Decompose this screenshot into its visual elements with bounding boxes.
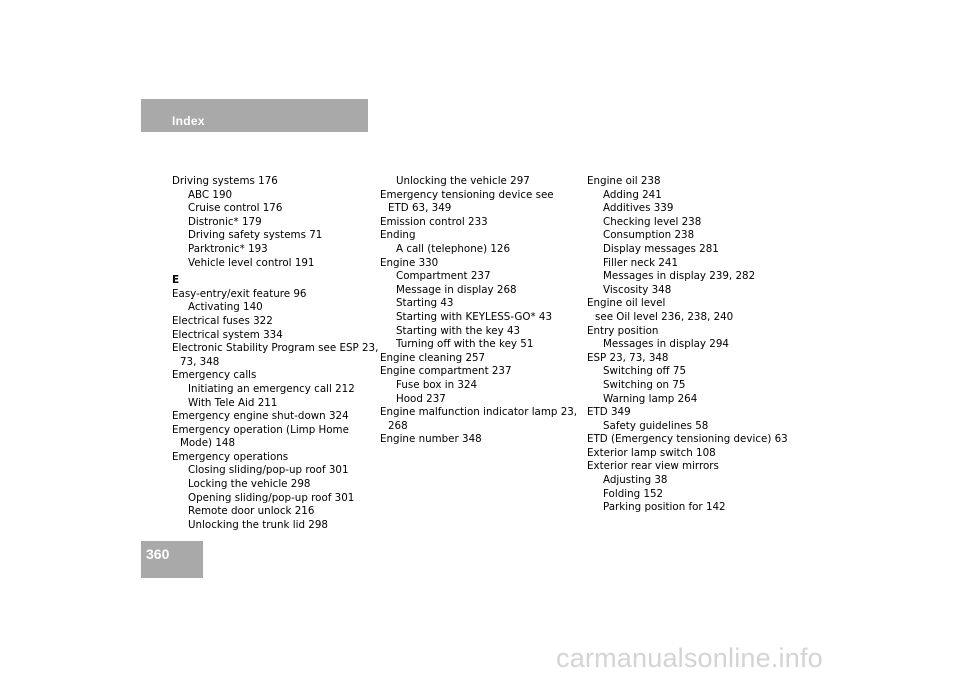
index-entry: ETD 349	[587, 406, 631, 419]
page-number: 360	[146, 546, 170, 562]
index-entry-continuation: 268	[388, 419, 408, 432]
index-entry: Engine oil 238	[587, 175, 661, 187]
index-subentry: Vehicle level control 191	[188, 256, 315, 269]
index-subentry: Starting 43	[396, 297, 454, 310]
index-subentry: Activating 140	[188, 301, 263, 314]
index-entry: Engine compartment 237	[380, 365, 512, 378]
index-subentry: Filler neck 241	[603, 256, 679, 269]
index-subentry: Switching off 75	[603, 365, 687, 378]
index-entry-continuation: Mode) 148	[180, 437, 235, 450]
index-column-2	[380, 175, 580, 447]
index-entry: Emergency operation (Limp Home	[172, 423, 349, 436]
index-subentry: Folding 152	[603, 487, 664, 500]
index-entry: Emission control 233	[380, 215, 488, 228]
index-subentry: Starting with the key 43	[396, 324, 521, 337]
index-entry: Electronic Stability Program see ESP 23,	[172, 342, 379, 355]
index-subentry: Starting with KEYLESS-GO* 43	[396, 310, 553, 323]
index-entry-continuation: ETD 63, 349	[388, 202, 452, 215]
index-letter-heading: E	[172, 274, 180, 287]
index-subentry: Consumption 238	[603, 229, 695, 242]
section-title: Index	[172, 114, 205, 128]
index-subentry: Remote door unlock 216	[188, 505, 315, 518]
section-header-tab	[141, 99, 368, 132]
index-subentry: Warning lamp 264	[603, 392, 698, 405]
index-subentry: Checking level 238	[603, 215, 702, 228]
index-subentry: Turning off with the key 51	[396, 338, 534, 351]
index-subentry: Parktronic* 193	[188, 242, 268, 255]
index-subentry: Distronic* 179	[188, 215, 262, 228]
index-entry: Engine oil level	[587, 297, 666, 310]
index-subentry: Locking the vehicle 298	[188, 478, 311, 491]
index-subentry: Adding 241	[603, 188, 662, 201]
index-subentry: Hood 237	[396, 392, 446, 405]
index-entry: Emergency tensioning device see	[380, 188, 554, 201]
index-entry: Electrical fuses 322	[172, 314, 273, 327]
index-subentry: Cruise control 176	[188, 202, 283, 215]
index-subentry: Unlocking the trunk lid 298	[188, 518, 328, 531]
index-subentry: Message in display 268	[396, 283, 517, 296]
index-entry: ESP 23, 73, 348	[587, 351, 669, 364]
index-entry: Emergency engine shut-down 324	[172, 410, 349, 423]
index-entry: Engine 330	[380, 256, 439, 269]
index-subentry: ABC 190	[188, 188, 233, 201]
index-entry: Ending	[380, 229, 416, 242]
index-subentry: Opening sliding/pop-up roof 301	[188, 491, 355, 504]
index-entry: Entry position	[587, 324, 659, 337]
index-subentry: Initiating an emergency call 212	[188, 382, 355, 395]
index-entry: Electrical system 334	[172, 328, 283, 341]
index-entry-continuation: see Oil level 236, 238, 240	[595, 310, 734, 323]
index-entry: Engine cleaning 257	[380, 351, 486, 364]
index-subentry: Adjusting 38	[603, 474, 668, 487]
index-subentry: Unlocking the vehicle 297	[396, 175, 530, 187]
index-subentry: Driving safety systems 71	[188, 229, 323, 242]
index-column-1	[172, 175, 379, 532]
index-entry: Engine malfunction indicator lamp 23,	[380, 406, 578, 419]
index-subentry: Messages in display 294	[603, 338, 729, 351]
index-entry: Easy-entry/exit feature 96	[172, 287, 307, 300]
index-subentry: Fuse box in 324	[396, 378, 478, 391]
index-entry: Emergency operations	[172, 450, 289, 463]
index-entry: Exterior lamp switch 108	[587, 446, 716, 459]
index-subentry: With Tele Aid 211	[188, 396, 278, 409]
index-subentry: Closing sliding/pop-up roof 301	[188, 464, 349, 477]
index-subentry: Parking position for 142	[603, 501, 726, 514]
index-entry: Emergency calls	[172, 369, 257, 382]
index-subentry: Safety guidelines 58	[603, 419, 709, 432]
index-subentry: Messages in display 239, 282	[603, 270, 756, 283]
page-number-badge	[141, 541, 203, 578]
index-subentry: A call (telephone) 126	[396, 242, 511, 255]
index-entry: Driving systems 176	[172, 175, 278, 187]
watermark: carmanualsonline.info	[556, 643, 823, 673]
index-entry: Exterior rear view mirrors	[587, 460, 719, 473]
index-entry: ETD (Emergency tensioning device) 63	[587, 433, 788, 446]
index-entry-continuation: 73, 348	[180, 355, 220, 368]
index-column-3	[587, 175, 787, 515]
index-entry: Engine number 348	[380, 433, 482, 446]
index-subentry: Additives 339	[603, 202, 674, 215]
index-subentry: Viscosity 348	[603, 283, 672, 296]
index-subentry: Compartment 237	[396, 270, 491, 283]
index-subentry: Display messages 281	[603, 242, 719, 255]
index-subentry: Switching on 75	[603, 378, 686, 391]
